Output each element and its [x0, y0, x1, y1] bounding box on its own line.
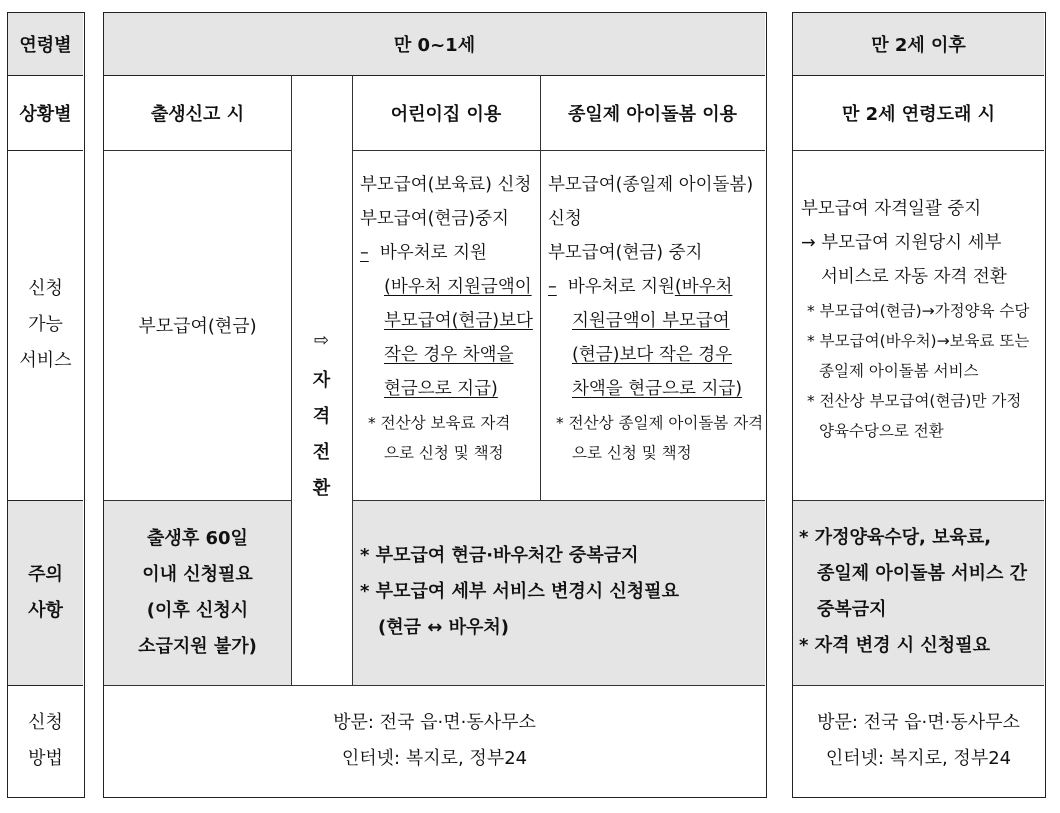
birth-header: 출생신고 시: [150, 103, 245, 125]
method-label-cell: [8, 685, 83, 796]
fulltime-care-header: 종일제 아이돌봄 이용: [567, 103, 738, 125]
fulltime-care-service-cell: 부모급여(종일제 아이돌봄) 신청 부모급여(현금) 중지 – 바우처로 지원(바우처 지원금액이 부모급여 (현금)보다 작은 경우 차액을 현금으로 지급) * 전산상 종일제 아이돌봄 자격 으로 신청 및 책정: [548, 175, 764, 462]
age-2-plus-header: 만 2세 이후: [793, 13, 1044, 75]
birth-service: 부모급여(현금): [138, 316, 257, 337]
daycare-header: 어린이집 이용: [390, 103, 502, 125]
situation-label-cell: [8, 75, 83, 150]
label-column: [7, 12, 85, 798]
caution-label-cell: [8, 500, 83, 685]
age-2-situation-header: 만 2세 연령도래 시: [841, 103, 996, 125]
age-2-plus-block: [792, 12, 1046, 798]
right-arrow-icon: ⇨: [313, 330, 330, 351]
daycare-service-cell: 부모급여(보육료) 신청 부모급여(현금)중지 – 바우처로 지원 (바우처 지원금액이 부모급여(현금)보다 작은 경우 차액을 현금으로 지급) * 전산상 보육료 자격 으로 신청 및 책정: [360, 175, 533, 462]
method-label-1: 신청: [28, 711, 63, 733]
method-label-2: 방법: [28, 747, 63, 769]
birth-service-cell: [104, 150, 291, 500]
age-label: 연령별: [19, 35, 72, 56]
situation-label: 상황별: [19, 103, 72, 125]
age-2-method-cell: 방문: 전국 읍·면·동사무소 인터넷: 복지로, 정부24: [817, 711, 1020, 769]
age-0-1-block: [103, 12, 767, 798]
caution-label-2: 사항: [28, 599, 63, 621]
age-0-1-header: 만 0~1세: [104, 13, 765, 75]
birth-caution-cell: 출생후 60일 이내 신청필요 (이후 신청시 소급지원 불가): [104, 500, 291, 685]
transition-column: ⇨ 자 격 전 환: [291, 75, 352, 685]
age-label-cell: [8, 13, 83, 75]
caution-label-1: 주의: [28, 563, 63, 585]
age-2-service-cell: 부모급여 자격일괄 중지 → 부모급여 지원당시 세부 서비스로 자동 자격 전환 * 부모급여(현금)→가정양육 수당 * 부모급여(바우처)→보육료 또는 종일제 아이돌봄 서비스 * 전산상 부모급여(현금)만 가정 양육수당으로 전환: [801, 199, 1030, 440]
service-label-1: 신청: [28, 278, 63, 299]
service-label-3: 서비스: [19, 350, 72, 371]
service-label-2: 가능: [28, 314, 63, 335]
service-label-cell: [8, 150, 83, 500]
age-2-caution-cell: * 가정양육수당, 보육료, 종일제 아이돌봄 서비스 간 중복금지 * 자격 변경 시 신청필요: [793, 500, 1044, 685]
caution-cell: * 부모급여 현금·바우처간 중복금지 * 부모급여 세부 서비스 변경시 신청필요 (현금 ↔ 바우처): [352, 500, 765, 685]
method-cell: 방문: 전국 읍·면·동사무소 인터넷: 복지로, 정부24: [333, 711, 536, 769]
